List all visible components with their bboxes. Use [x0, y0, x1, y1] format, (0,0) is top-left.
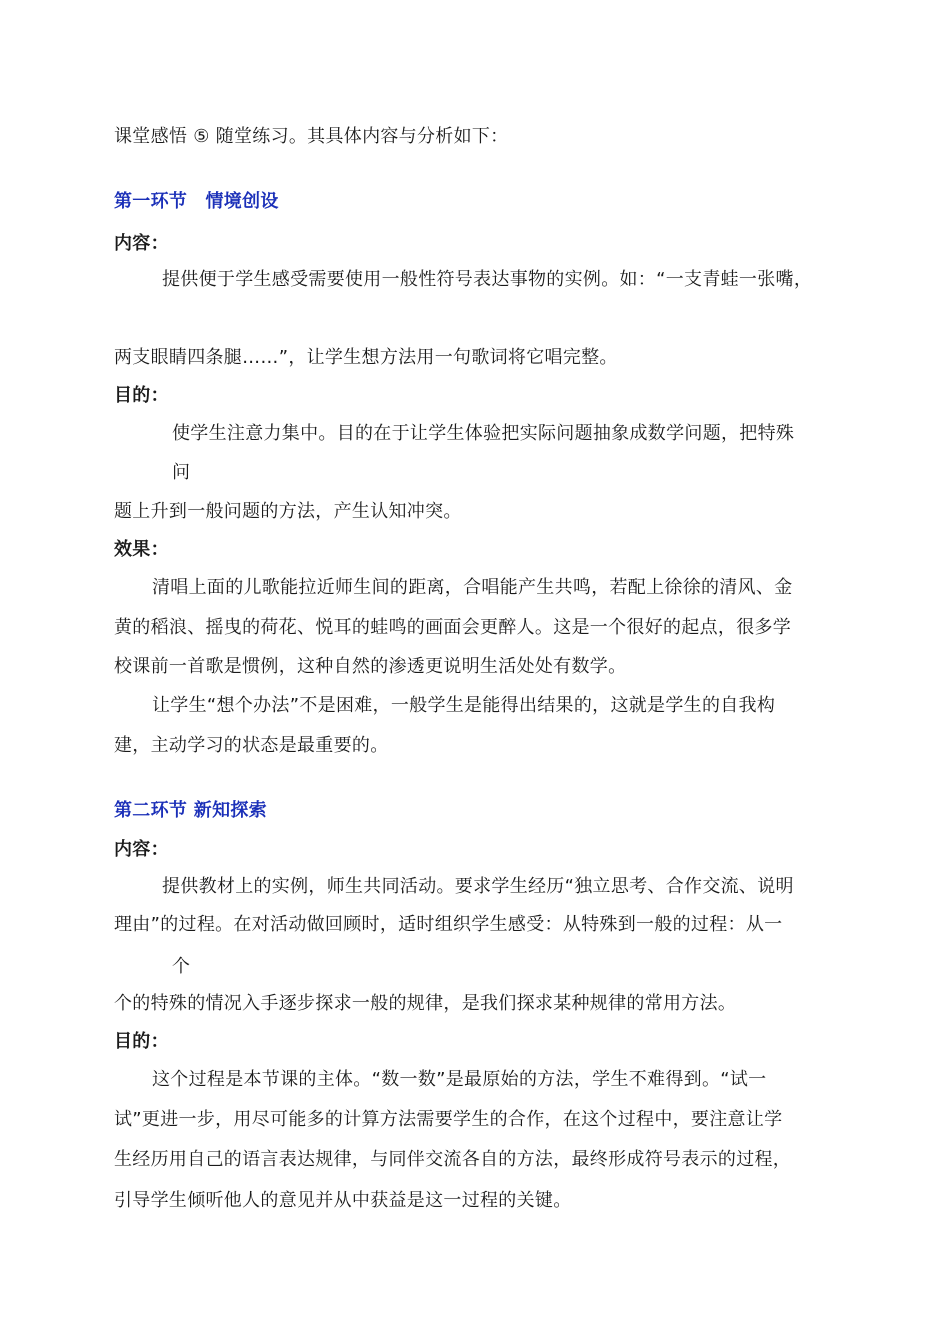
text-line: 校课前一首歌是惯例，这种自然的渗透更说明生活处处有数学。 — [114, 656, 627, 677]
text-line: 课堂感悟 ⑤ 随堂练习。其具体内容与分析如下： — [114, 126, 509, 147]
text-line: 题上升到一般问题的方法，产生认知冲突。 — [114, 501, 462, 522]
text-line: 生经历用自己的语言表达规律，与同伴交流各自的方法，最终形成符号表示的过程， — [114, 1149, 792, 1170]
section-heading-1: 第一环节 情境创设 — [114, 191, 279, 212]
text-line: 让学生“想个办法”不是困难，一般学生是能得出结果的，这就是学生的自我构 — [152, 695, 776, 716]
section-heading-2: 第二环节 新知探索 — [114, 800, 267, 821]
text-line: 个的特殊的情况入手逐步探求一般的规律，是我们探求某种规律的常用方法。 — [114, 993, 737, 1014]
text-line: 试”更进一步，用尽可能多的计算方法需要学生的合作，在这个过程中，要注意让学 — [114, 1109, 783, 1130]
text-line: 两支眼睛四条腿……”，让学生想方法用一句歌词将它唱完整。 — [114, 347, 618, 368]
text-line: 建，主动学习的状态是最重要的。 — [114, 735, 389, 756]
text-line: 个 — [172, 956, 191, 977]
text-line: 理由”的过程。在对活动做回顾时，适时组织学生感受：从特殊到一般的过程：从一 — [114, 914, 783, 935]
text-line: 黄的稻浪、摇曳的荷花、悦耳的蛙鸣的画面会更醉人。这是一个很好的起点，很多学 — [114, 617, 792, 638]
text-line: 问 — [172, 462, 191, 483]
text-line: 清唱上面的儿歌能拉近师生间的距离，合唱能产生共鸣，若配上徐徐的清风、金 — [152, 577, 793, 598]
text-line: 提供教材上的实例，师生共同活动。要求学生经历“独立思考、合作交流、说明 — [162, 876, 794, 897]
label-content: 内容： — [114, 839, 169, 860]
text-line: 引导学生倾听他人的意见并从中获益是这一过程的关键。 — [114, 1190, 572, 1211]
label-purpose: 目的： — [114, 1031, 169, 1052]
label-purpose: 目的： — [114, 385, 169, 406]
label-effect: 效果： — [114, 539, 169, 560]
text-line: 提供便于学生感受需要使用一般性符号表达事物的实例。如：“一支青蛙一张嘴， — [162, 269, 813, 290]
text-line: 使学生注意力集中。目的在于让学生体验把实际问题抽象成数学问题，把特殊 — [172, 423, 795, 444]
label-content: 内容： — [114, 233, 169, 254]
text-line: 这个过程是本节课的主体。“数一数”是最原始的方法，学生不难得到。“试一 — [152, 1069, 767, 1090]
